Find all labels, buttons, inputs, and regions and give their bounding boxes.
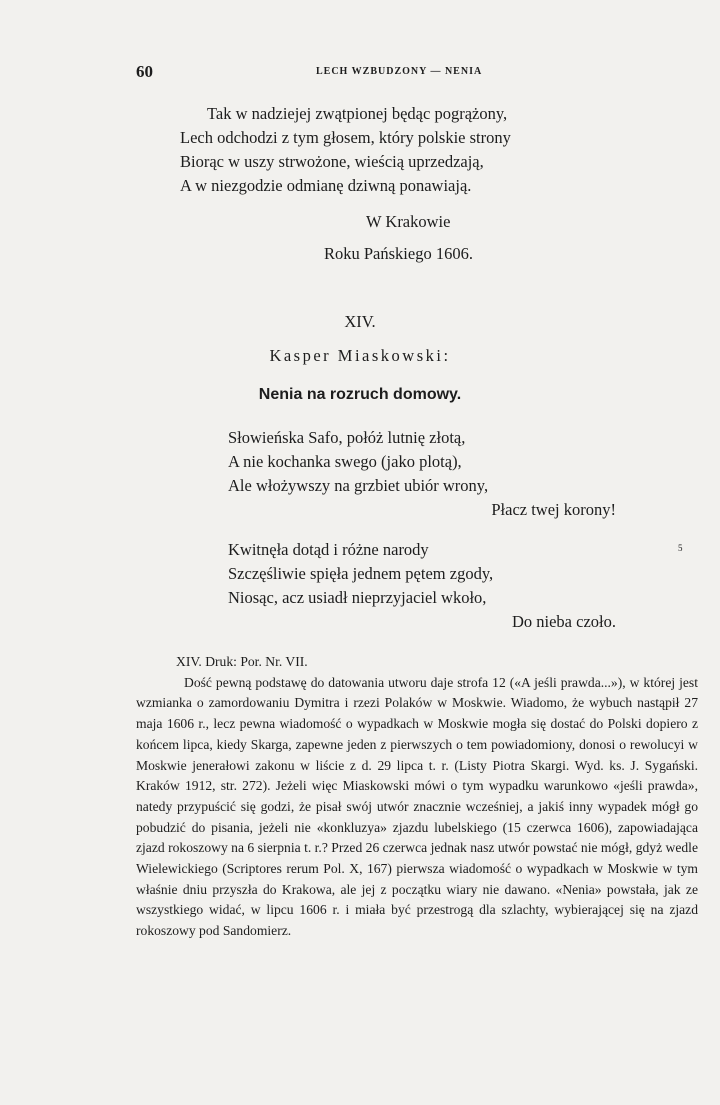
verse-line: Lech odchodzi z tym głosem, który polskie strony	[180, 128, 511, 147]
verse-line: Niosąc, acz usiadł nieprzyjaciel wkoło,	[228, 588, 487, 607]
page-number: 60	[136, 62, 153, 81]
poem-title: Nenia na rozruch domowy.	[258, 386, 462, 403]
verse-line: Biorąc w uszy strwożone, wieścią uprzedzają,	[180, 152, 484, 171]
page-header	[136, 62, 616, 82]
author-name: Kasper Miaskowski:	[269, 346, 451, 365]
notes-body: Dość pewną podstawę do datowania utworu daje strofa 12 («A jeśli prawda...»), w której jest wzmianka o zamordowaniu Dymitra i rzezi Polaków w Moskwie. Wiadomo, że wybuch nastąpił 27 maja 1606 r., lecz pewna wiadomość o wypadkach w Moskwie mogła się dostać do Polski dopiero z końcem lipca, kiedy Skarga, zapewne jeden z pierwszych o tem powiadomiony, donosi o rewolucyi w Moskwie jenerałowi zakonu w liście z d. 29 lipca t. r. (Listy Piotra Skargi. Wyd. ks. J. Sygański. Kraków 1912, str. 272). Jeżeli więc Miaskowski mówi o tym wypadku warunkowo «jeśli prawda», natedy przypuścić się godzi, że pisał swój utwór znacznie wcześniej, a jakiś inny wypadek mógł go pobudzić do pisania, jeżeli nie «konkluzya» zjazdu lubelskiego (15 czerwca 1606), zapowiadająca zjazd rokoszowy na 6 sierpnia t. r.? Przed 26 czerwca jednak nasz utwór powstać nie mógł, gdyż wedle Wielewickiego (Scriptores rerum Pol. X, 167) pierwsza wiadomość o wypadkach w Moskwie w tym właśnie dniu przyszła do Krakowa, ale jej z początku wiary nie dawano. «Nenia» powstała, jak ze wszystkiego widać, w lipcu 1606 r. i miała być przestrogą dla szlachty, wybierającej się na zjazd rokoszowy pod Sandomierz.	[136, 674, 698, 939]
notes-heading: XIV. Druk: Por. Nr. VII.	[176, 654, 308, 669]
verse-line: Kwitnęła dotąd i różne narody	[228, 540, 429, 559]
year-line: Roku Pańskiego 1606.	[324, 244, 473, 263]
section-number: XIV.	[344, 312, 376, 331]
verse-line: Płacz twej korony!	[491, 500, 616, 519]
verse-line: A nie kochanka swego (jako plotą),	[228, 452, 462, 471]
margin-line-number: 5	[678, 543, 683, 553]
verse-line: Ale włożywszy na grzbiet ubiór wrony,	[228, 476, 489, 495]
verse-line: A w niezgodzie odmianę dziwną ponawiają.	[180, 176, 472, 195]
verse-line: Do nieba czoło.	[511, 612, 616, 631]
running-head: LECH WZBUDZONY — NENIA	[316, 66, 483, 77]
place-line: W Krakowie	[366, 212, 451, 231]
editorial-notes	[136, 652, 698, 942]
verse-line: Szczęśliwie spięła jednem pętem zgody,	[228, 564, 494, 583]
verse-line: Słowieńska Safo, połóż lutnię złotą,	[228, 428, 466, 447]
verse-line: Tak w nadziejej zwątpionej będąc pogrążony,	[207, 104, 508, 123]
